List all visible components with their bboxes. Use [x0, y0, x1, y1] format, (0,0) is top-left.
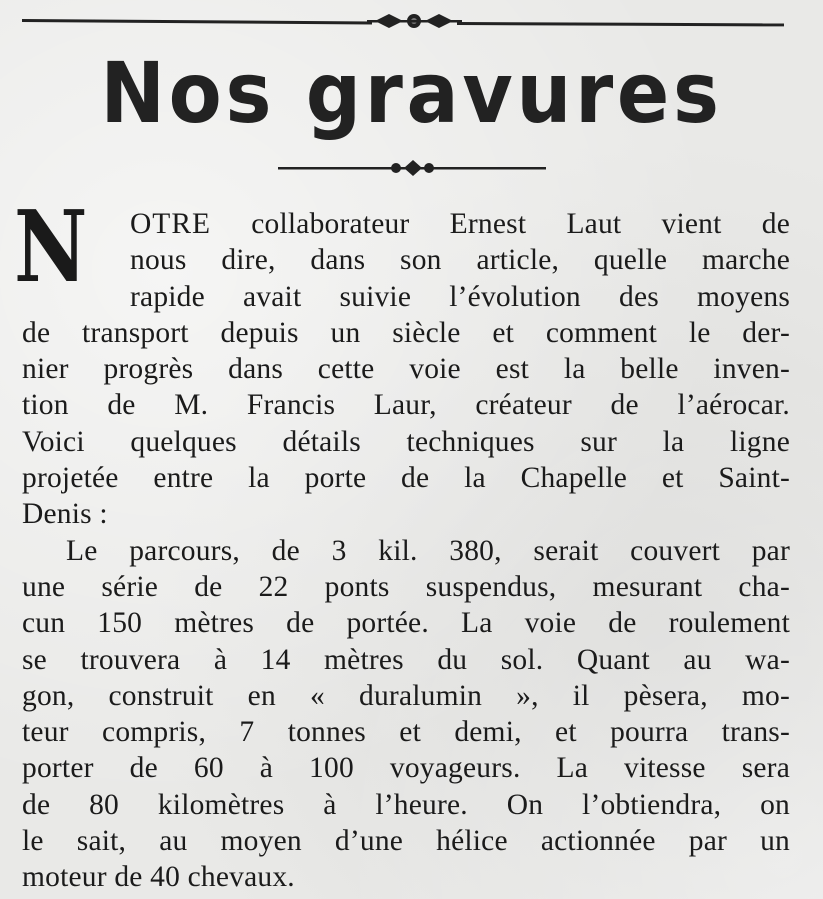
text-line: projetée entre la porte de la Chapelle et Saint- [22, 462, 790, 495]
diamond-rosette-ornament-icon [367, 13, 462, 29]
text-line: tion de M. Francis Laur, créateur de l’aérocar. [22, 389, 790, 422]
top-ornamental-rule [22, 17, 784, 33]
text-line: gon, construit en « duralumin », il pèsera, mo- [22, 679, 790, 712]
text-line: moteur de 40 chevaux. [22, 861, 295, 894]
text-line: Voici quelques détails techniques sur la ligne [22, 425, 790, 458]
rule-line-left [22, 19, 372, 24]
text-line: OTRE collaborateur Ernest Laut vient de [130, 208, 790, 240]
text-line: une série de 22 ponts suspendus, mesurant cha- [22, 570, 790, 603]
text-line: cun 150 mètres de portée. La voie de roulement [22, 607, 790, 640]
text-line: teur compris, 7 tonnes et demi, et pourra trans- [22, 716, 790, 749]
bottom-ornamental-rule-icon [278, 160, 546, 176]
text-line: nier progrès dans cette voie est la belle inven- [22, 353, 790, 386]
article-body [22, 206, 790, 896]
text-line: Le parcours, de 3 kil. 380, serait couvert par [66, 534, 790, 567]
drop-cap: N [14, 190, 88, 305]
text-line: nous dire, dans son article, quelle marche [130, 244, 790, 277]
article-title: Nos gravures [100, 44, 723, 142]
text-line: le sait, au moyen d’une hélice actionnée par un [22, 825, 790, 858]
text-line: de 80 kilomètres à l’heure. On l’obtiendra, on [22, 788, 790, 821]
first-word-small-caps: OTRE [130, 208, 212, 240]
text-line: porter de 60 à 100 voyageurs. La vitesse sera [22, 752, 790, 785]
text-line: Denis : [22, 498, 108, 531]
text-line: de transport depuis un siècle et comment le der- [22, 316, 790, 349]
rule-line-right [457, 22, 784, 26]
text-line: se trouvera à 14 mètres du sol. Quant au wa- [22, 643, 790, 676]
text-line: rapide avait suivie l’évolution des moyens [130, 280, 790, 313]
